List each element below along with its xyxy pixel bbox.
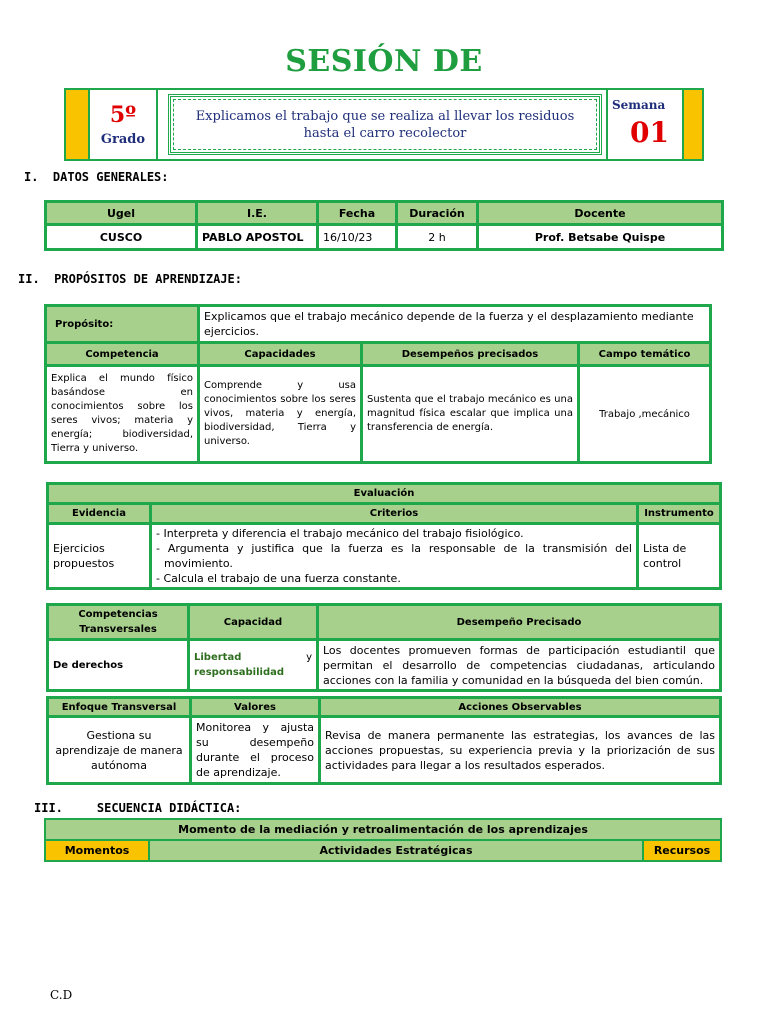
- header-duracion: Duración: [398, 203, 476, 223]
- header-ie: I.E.: [198, 203, 316, 223]
- grade-number: 5º: [109, 102, 137, 128]
- header-block: [64, 88, 704, 161]
- evidencia-text: Ejercicios propuestos: [49, 525, 149, 587]
- value-ugel: CUSCO: [47, 226, 195, 248]
- header-competencia: Competencia: [47, 344, 197, 364]
- acciones-text: Revisa de manera permanente las estrategias, los avances de las acciones propuestas, su experiencia previa y la priorización de sus actividades para llegar a los resultados esperados.: [321, 718, 719, 782]
- capacidad-responsabilidad: responsabilidad: [194, 667, 285, 678]
- header-instrumento: Instrumento: [639, 505, 719, 522]
- section-1-heading: [24, 170, 424, 184]
- header-left-stripe: [66, 90, 88, 159]
- header-capacidad: Capacidad: [190, 606, 316, 638]
- header-recursos: Recursos: [644, 841, 720, 860]
- section-2-number: II.: [18, 272, 40, 286]
- desempenos-text: Sustenta que el trabajo mecánico es una magnitud física escalar que implica una transferencia de energía.: [363, 367, 577, 461]
- section-3-title: SECUENCIA DIDÁCTICA:: [96, 801, 242, 815]
- header-campo: Campo temático: [580, 344, 709, 364]
- secuencia-table: [44, 818, 722, 862]
- week-label: Semana: [612, 98, 666, 112]
- header-desempeno-precisado: Desempeño Precisado: [319, 606, 719, 638]
- session-title: Explicamos el trabajo que se realiza al llevar los residuos hasta el carro recolector: [195, 108, 575, 141]
- grade-box: [88, 90, 158, 159]
- evaluacion-title: Evaluación: [49, 485, 719, 502]
- header-competencias-transversales: Competencias Transversales: [49, 606, 187, 638]
- header-ugel: Ugel: [47, 203, 195, 223]
- header-momentos: Momentos: [46, 841, 148, 860]
- week-box: [606, 90, 682, 159]
- transversales-table: [46, 603, 722, 692]
- valores-text: Monitorea y ajusta su desempeño durante el proceso de aprendizaje.: [192, 718, 318, 782]
- secuencia-title: Momento de la mediación y retroalimentación de los aprendizajes: [46, 820, 720, 839]
- section-1-title: DATOS GENERALES:: [52, 170, 169, 184]
- competencia-text: Explica el mundo físico basándose en conocimientos sobre los seres vivos; materia y energía; biodiversidad, Tierra y universo.: [47, 367, 197, 461]
- footer-text: C.D: [50, 988, 73, 1002]
- header-enfoque: Enfoque Transversal: [49, 699, 189, 715]
- header-right-stripe: [682, 90, 702, 159]
- proposito-text: Explicamos que el trabajo mecánico depende de la fuerza y el desplazamiento mediante ejercicios.: [200, 307, 709, 341]
- week-number: 01: [630, 116, 669, 149]
- desempeno-transversal-text: Los docentes promueven formas de participación estudiantil que permitan el desarrollo de competencias ciudadanas, articulando acciones con la familia y comunidad en la búsqueda del bien común.: [319, 641, 719, 689]
- value-ie: PABLO APOSTOL: [198, 226, 316, 248]
- campo-text: Trabajo ,mecánico: [580, 367, 709, 461]
- section-2-heading: [18, 272, 418, 286]
- section-2-title: PROPÓSITOS DE APRENDIZAJE:: [54, 272, 242, 286]
- proposito-label: Propósito:: [47, 307, 197, 341]
- grade-label: Grado: [100, 132, 146, 147]
- header-evidencia: Evidencia: [49, 505, 149, 522]
- criterio-item: - Argumenta y justifica que la fuerza es la responsable de la transmisión del movimiento.: [156, 542, 632, 570]
- datos-generales-table: [44, 200, 724, 251]
- header-desempenos: Desempeños precisados: [363, 344, 577, 364]
- enfoque-table: [46, 696, 722, 785]
- section-1-number: I.: [24, 170, 39, 184]
- enfoque-text: Gestiona su aprendizaje de manera autónoma: [49, 718, 189, 782]
- section-3-heading: [34, 801, 434, 815]
- header-valores: Valores: [192, 699, 318, 715]
- evaluacion-table: [46, 482, 722, 590]
- header-docente: Docente: [479, 203, 721, 223]
- header-capacidades: Capacidades: [200, 344, 360, 364]
- value-duracion: 2 h: [398, 226, 476, 248]
- capacidad-libertad: Libertad: [194, 652, 242, 663]
- capacidades-text: Comprende y usa conocimientos sobre los seres vivos, materia y energía, biodiversidad, Tierra y universo.: [200, 367, 360, 461]
- header-criterios: Criterios: [152, 505, 636, 522]
- propositos-table: [44, 304, 712, 464]
- criterio-item: - Calcula el trabajo de una fuerza constante.: [156, 572, 401, 585]
- header-actividades: Actividades Estratégicas: [150, 841, 642, 860]
- competencia-transversal-text: De derechos: [49, 641, 187, 689]
- value-fecha: 16/10/23: [319, 226, 395, 248]
- header-fecha: Fecha: [319, 203, 395, 223]
- page-title: SESIÓN DE: [285, 44, 483, 79]
- instrumento-text: Lista de control: [639, 525, 719, 587]
- session-title-box: [168, 94, 602, 155]
- value-docente: Prof. Betsabe Quispe: [479, 226, 721, 248]
- capacidad-y: y: [306, 652, 312, 663]
- criterio-item: - Interpreta y diferencia el trabajo mecánico del trabajo fisiológico.: [156, 527, 524, 540]
- section-3-number: III.: [34, 801, 63, 815]
- header-acciones: Acciones Observables: [321, 699, 719, 715]
